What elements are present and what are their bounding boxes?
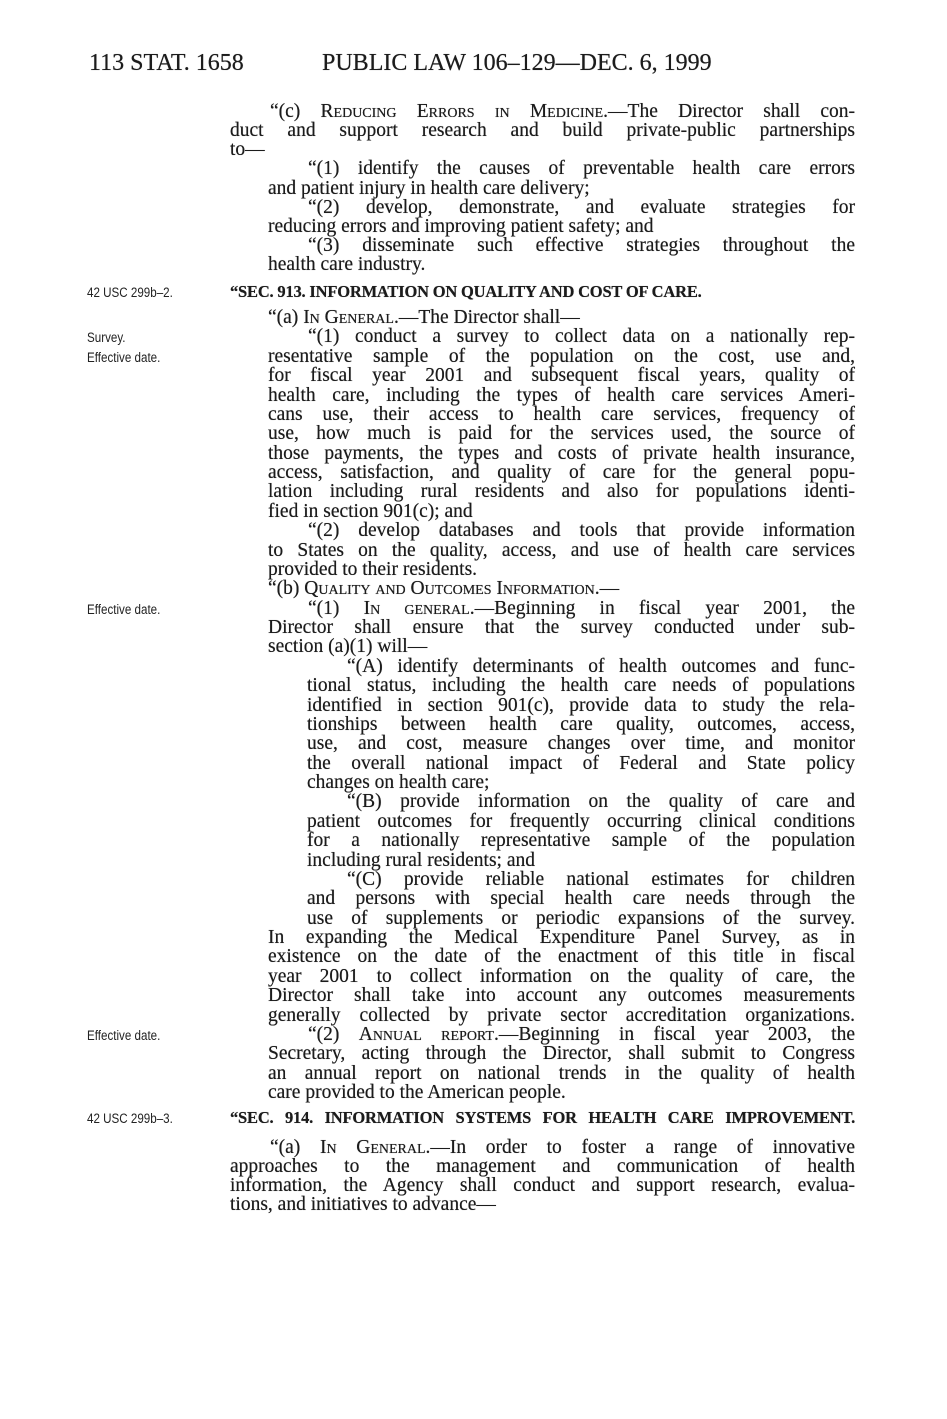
text-segment: cans use, their access to health care services, frequency of	[268, 403, 855, 425]
margin-note: 42 USC 299b–3.	[87, 1111, 173, 1126]
section-heading	[230, 282, 855, 302]
text-segment: identified in section 901(c), provide data to study the rela-	[307, 694, 855, 716]
text-segment: Director shall take into account any outcomes measurements	[268, 985, 855, 1007]
margin-note: Effective date.	[87, 1027, 161, 1043]
margin-note: Survey.	[87, 330, 126, 346]
text-line	[268, 560, 855, 580]
text-segment: reducing errors and improving patient safety; and	[268, 215, 654, 237]
subsection-heading: In general	[363, 597, 470, 619]
text-segment: provided to their residents.	[268, 558, 478, 580]
text-segment: “SEC. 913. INFORMATION ON QUALITY AND COST OF CARE.	[230, 282, 702, 301]
margin-note: 42 USC 299b–2.	[87, 285, 173, 300]
text-line	[268, 579, 855, 599]
text-segment: access, satisfaction, and quality of care for the general popu-	[268, 462, 855, 483]
text-line	[270, 1138, 855, 1158]
text-segment: “(1) conduct a survey to collect data on a nationally rep-	[308, 326, 855, 348]
text-line	[347, 870, 855, 890]
text-line	[230, 1157, 855, 1177]
text-line	[307, 831, 855, 851]
text-segment: “(C) provide reliable national estimates for children	[347, 868, 855, 890]
text-segment: for fiscal year 2001 and subsequent fiscal years, quality of	[268, 365, 855, 387]
subsection-heading: In General	[303, 307, 394, 328]
text-segment: tionships between health care quality, outcomes, access,	[307, 713, 855, 735]
text-line	[268, 308, 855, 328]
text-line	[270, 102, 855, 122]
text-line	[308, 159, 855, 179]
text-line	[307, 889, 855, 909]
text-segment: Secretary, acting through the Director, shall submit to Congress	[268, 1043, 855, 1065]
text-line	[307, 909, 855, 929]
text-segment: health care industry.	[268, 254, 426, 276]
text-line	[307, 676, 855, 696]
text-line	[268, 444, 855, 464]
text-segment: “(2) develop databases and tools that provide information	[308, 520, 855, 542]
text-segment: an annual report on national trends in the quality of health	[268, 1062, 855, 1084]
text-segment: resentative sample of the population on the cost, use and,	[268, 345, 855, 367]
text-segment: .—The Director shall—	[393, 307, 580, 328]
text-segment: tions, and initiatives to advance—	[230, 1194, 496, 1216]
text-line	[307, 754, 855, 774]
text-segment: Director shall ensure that the survey conducted under sub-	[268, 617, 855, 638]
text-segment: .—The Director shall con-	[603, 101, 855, 122]
text-segment: generally collected by private sector accreditation organizations.	[268, 1004, 855, 1026]
text-line	[268, 179, 855, 199]
text-line	[268, 541, 855, 561]
text-segment: changes on health care;	[307, 772, 490, 793]
text-line	[268, 1006, 855, 1026]
text-segment: fied in section 901(c); and	[268, 500, 473, 522]
text-segment: existence on the date of the enactment of this title in fiscal	[268, 946, 855, 968]
text-segment: “(c)	[270, 101, 321, 122]
subsection-heading: Reducing Errors in Medicine	[320, 101, 604, 122]
text-segment: In expanding the Medical Expenditure Panel Survey, as in	[268, 927, 855, 948]
text-line	[308, 1025, 855, 1045]
text-segment: .—Beginning in fiscal year 2003, the	[494, 1023, 855, 1045]
text-segment: use of supplements or periodic expansions of the survey.	[307, 907, 855, 929]
subsection-heading: Annual report	[358, 1023, 494, 1045]
text-segment: information, the Agency shall conduct and support research, evalua-	[230, 1175, 855, 1197]
text-segment: and patient injury in health care delivery;	[268, 177, 590, 199]
text-line	[230, 1195, 855, 1215]
text-segment: “(a)	[268, 307, 304, 328]
subsection-heading: Quality and Outcomes Information	[304, 578, 595, 600]
text-line	[268, 482, 855, 502]
margin-note: Effective date.	[87, 349, 161, 365]
text-segment: duct and support research and build private-public partnerships	[230, 120, 855, 142]
text-segment: “(2) develop, demonstrate, and evaluate strategies for	[308, 196, 855, 218]
text-line	[268, 347, 855, 367]
text-line	[268, 386, 855, 406]
text-line	[268, 986, 855, 1006]
text-line	[308, 327, 855, 347]
text-line	[268, 424, 855, 444]
text-segment: patient outcomes for frequently occurring clinical conditions	[307, 810, 855, 832]
text-segment: “(1)	[308, 597, 364, 619]
text-line	[230, 140, 855, 160]
text-line	[268, 1044, 855, 1064]
text-segment: “(A) identify determinants of health outcomes and func-	[347, 655, 855, 677]
text-segment: those payments, the types and costs of private health insurance,	[268, 442, 855, 464]
text-segment: for a nationally representative sample of the population	[307, 830, 855, 852]
text-line	[307, 773, 855, 793]
text-line	[308, 521, 855, 541]
text-line	[268, 1083, 855, 1103]
text-line	[268, 255, 855, 275]
text-segment: section (a)(1) will—	[268, 636, 428, 658]
text-line	[347, 657, 855, 677]
text-line	[268, 618, 855, 638]
text-segment: approaches to the management and communication of health	[230, 1156, 855, 1178]
text-segment: to States on the quality, access, and use of health care services	[268, 539, 855, 561]
text-line	[268, 502, 855, 522]
text-segment: health care, including the types of health care services Ameri-	[268, 384, 855, 406]
text-line	[268, 217, 855, 237]
text-line	[268, 967, 855, 987]
text-line	[268, 947, 855, 967]
text-segment: care provided to the American people.	[268, 1082, 566, 1103]
text-segment: tional status, including the health care needs of populations	[307, 675, 855, 697]
text-segment: the overall national impact of Federal and State policy	[307, 752, 855, 774]
text-segment: and persons with special health care needs through the	[307, 888, 855, 910]
text-segment: .—Beginning in fiscal year 2001, the	[469, 597, 855, 619]
text-segment: .—	[594, 578, 620, 600]
text-segment: “(B) provide information on the quality of care and	[347, 791, 855, 813]
text-segment: year 2001 to collect information on the quality of care, the	[268, 965, 855, 987]
section-heading	[230, 1108, 855, 1128]
text-line	[307, 696, 855, 716]
subsection-heading: In General	[319, 1137, 426, 1158]
margin-note: Effective date.	[87, 601, 161, 617]
text-line	[307, 734, 855, 754]
text-line	[307, 812, 855, 832]
text-line	[268, 463, 855, 483]
text-segment: “(2)	[308, 1023, 359, 1045]
text-segment: lation including rural residents and also for populations identi-	[268, 481, 855, 503]
text-line	[268, 1064, 855, 1084]
text-segment: “(3) disseminate such effective strategies throughout the	[308, 235, 855, 257]
text-segment: “(b)	[268, 578, 305, 600]
text-segment: “SEC. 914. INFORMATION SYSTEMS FOR HEALTH CARE IMPROVEMENT.	[230, 1108, 855, 1127]
text-line	[268, 928, 855, 948]
text-line	[268, 637, 855, 657]
text-segment: to—	[230, 139, 265, 161]
text-line	[308, 236, 855, 256]
text-segment: use, and cost, measure changes over time, and monitor	[307, 733, 855, 755]
text-line	[230, 1176, 855, 1196]
text-segment: “(1) identify the causes of preventable health care errors	[308, 158, 855, 180]
text-line	[307, 715, 855, 735]
text-line	[308, 198, 855, 218]
text-line	[268, 405, 855, 425]
text-line	[268, 366, 855, 386]
text-line	[230, 121, 855, 141]
page-running-head: PUBLIC LAW 106–129—DEC. 6, 1999	[322, 50, 712, 76]
text-line	[347, 792, 855, 812]
text-line	[307, 851, 855, 871]
text-segment: .—In order to foster a range of innovative	[425, 1137, 855, 1158]
text-segment: use, how much is paid for the services used, the source of	[268, 423, 855, 445]
text-segment: “(a)	[270, 1137, 320, 1158]
page-stat-number: 113 STAT. 1658	[89, 50, 244, 76]
text-segment: including rural residents; and	[307, 849, 535, 871]
text-line	[308, 599, 855, 619]
